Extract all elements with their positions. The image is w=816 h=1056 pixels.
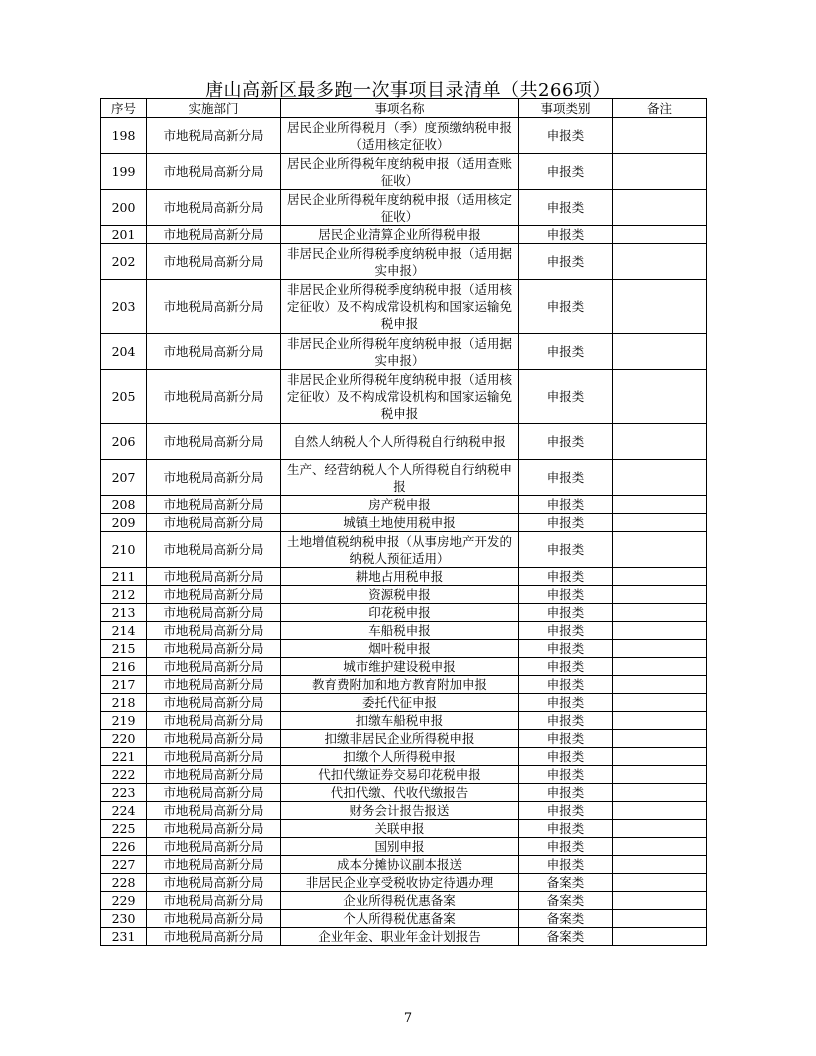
cell-no: 217 xyxy=(101,676,147,694)
cell-category: 备案类 xyxy=(519,910,613,928)
cell-remark xyxy=(613,244,707,280)
cell-name: 企业年金、职业年金计划报告 xyxy=(281,928,519,946)
cell-remark xyxy=(613,694,707,712)
cell-name: 居民企业清算企业所得税申报 xyxy=(281,226,519,244)
cell-remark xyxy=(613,118,707,154)
table-row xyxy=(101,856,707,874)
table-row xyxy=(101,604,707,622)
cell-remark xyxy=(613,622,707,640)
cell-remark xyxy=(613,334,707,370)
cell-dept: 市地税局高新分局 xyxy=(147,856,281,874)
cell-name: 印花税申报 xyxy=(281,604,519,622)
cell-no: 215 xyxy=(101,640,147,658)
cell-dept: 市地税局高新分局 xyxy=(147,118,281,154)
cell-name: 扣缴车船税申报 xyxy=(281,712,519,730)
cell-category: 申报类 xyxy=(519,640,613,658)
items-table xyxy=(100,98,707,946)
cell-category: 申报类 xyxy=(519,334,613,370)
table-row xyxy=(101,748,707,766)
cell-remark xyxy=(613,748,707,766)
cell-category: 申报类 xyxy=(519,226,613,244)
cell-name: 房产税申报 xyxy=(281,496,519,514)
cell-name: 城市维护建设税申报 xyxy=(281,658,519,676)
cell-dept: 市地税局高新分局 xyxy=(147,190,281,226)
cell-no: 225 xyxy=(101,820,147,838)
cell-no: 207 xyxy=(101,460,147,496)
cell-name: 土地增值税纳税申报（从事房地产开发的纳税人预征适用） xyxy=(281,532,519,568)
cell-dept: 市地税局高新分局 xyxy=(147,658,281,676)
cell-no: 202 xyxy=(101,244,147,280)
cell-dept: 市地税局高新分局 xyxy=(147,514,281,532)
cell-category: 申报类 xyxy=(519,838,613,856)
cell-name: 扣缴个人所得税申报 xyxy=(281,748,519,766)
cell-remark xyxy=(613,226,707,244)
cell-no: 221 xyxy=(101,748,147,766)
cell-name: 非居民企业所得税年度纳税申报（适用核定征收）及不构成常设机构和国家运输免税申报 xyxy=(281,370,519,424)
cell-category: 申报类 xyxy=(519,622,613,640)
cell-no: 204 xyxy=(101,334,147,370)
cell-no: 230 xyxy=(101,910,147,928)
cell-category: 申报类 xyxy=(519,424,613,460)
cell-dept: 市地税局高新分局 xyxy=(147,676,281,694)
table-row xyxy=(101,766,707,784)
cell-category: 申报类 xyxy=(519,766,613,784)
cell-remark xyxy=(613,676,707,694)
cell-dept: 市地税局高新分局 xyxy=(147,496,281,514)
cell-dept: 市地税局高新分局 xyxy=(147,712,281,730)
header-category: 事项类别 xyxy=(519,99,613,118)
cell-dept: 市地税局高新分局 xyxy=(147,622,281,640)
cell-no: 231 xyxy=(101,928,147,946)
cell-remark xyxy=(613,568,707,586)
cell-name: 代扣代缴、代收代缴报告 xyxy=(281,784,519,802)
cell-dept: 市地税局高新分局 xyxy=(147,586,281,604)
cell-dept: 市地税局高新分局 xyxy=(147,280,281,334)
cell-no: 206 xyxy=(101,424,147,460)
cell-remark xyxy=(613,874,707,892)
cell-category: 申报类 xyxy=(519,730,613,748)
cell-name: 教育费附加和地方教育附加申报 xyxy=(281,676,519,694)
header-remark: 备注 xyxy=(613,99,707,118)
cell-no: 201 xyxy=(101,226,147,244)
cell-dept: 市地税局高新分局 xyxy=(147,568,281,586)
cell-dept: 市地税局高新分局 xyxy=(147,694,281,712)
table-row xyxy=(101,154,707,190)
table-row xyxy=(101,694,707,712)
table-row xyxy=(101,928,707,946)
table-row xyxy=(101,640,707,658)
table-row xyxy=(101,802,707,820)
cell-remark xyxy=(613,154,707,190)
cell-name: 非居民企业所得税季度纳税申报（适用据实申报） xyxy=(281,244,519,280)
cell-category: 申报类 xyxy=(519,496,613,514)
table-row xyxy=(101,532,707,568)
cell-category: 申报类 xyxy=(519,802,613,820)
cell-remark xyxy=(613,280,707,334)
cell-name: 居民企业所得税年度纳税申报（适用核定征收） xyxy=(281,190,519,226)
table-row xyxy=(101,280,707,334)
cell-name: 非居民企业所得税季度纳税申报（适用核定征收）及不构成常设机构和国家运输免税申报 xyxy=(281,280,519,334)
cell-name: 车船税申报 xyxy=(281,622,519,640)
cell-remark xyxy=(613,460,707,496)
cell-name: 代扣代缴证券交易印花税申报 xyxy=(281,766,519,784)
table-row xyxy=(101,658,707,676)
cell-name: 居民企业所得税年度纳税申报（适用查账征收） xyxy=(281,154,519,190)
cell-dept: 市地税局高新分局 xyxy=(147,748,281,766)
cell-remark xyxy=(613,532,707,568)
header-name: 事项名称 xyxy=(281,99,519,118)
table-row xyxy=(101,892,707,910)
cell-no: 222 xyxy=(101,766,147,784)
cell-dept: 市地税局高新分局 xyxy=(147,784,281,802)
table-row xyxy=(101,226,707,244)
cell-category: 申报类 xyxy=(519,784,613,802)
cell-name: 自然人纳税人个人所得税自行纳税申报 xyxy=(281,424,519,460)
cell-name: 资源税申报 xyxy=(281,586,519,604)
cell-category: 申报类 xyxy=(519,712,613,730)
cell-category: 申报类 xyxy=(519,190,613,226)
table-row xyxy=(101,190,707,226)
table-row xyxy=(101,370,707,424)
cell-category: 申报类 xyxy=(519,748,613,766)
cell-no: 198 xyxy=(101,118,147,154)
table-row xyxy=(101,586,707,604)
cell-name: 扣缴非居民企业所得税申报 xyxy=(281,730,519,748)
page-title: 唐山高新区最多跑一次事项目录清单（共266项） xyxy=(205,80,611,101)
cell-remark xyxy=(613,190,707,226)
table-row xyxy=(101,838,707,856)
table-row xyxy=(101,622,707,640)
cell-category: 申报类 xyxy=(519,586,613,604)
cell-dept: 市地税局高新分局 xyxy=(147,838,281,856)
cell-dept: 市地税局高新分局 xyxy=(147,424,281,460)
cell-dept: 市地税局高新分局 xyxy=(147,460,281,496)
table-row xyxy=(101,910,707,928)
cell-name: 生产、经营纳税人个人所得税自行纳税申报 xyxy=(281,460,519,496)
cell-category: 申报类 xyxy=(519,244,613,280)
cell-remark xyxy=(613,514,707,532)
cell-no: 208 xyxy=(101,496,147,514)
cell-dept: 市地税局高新分局 xyxy=(147,244,281,280)
cell-no: 211 xyxy=(101,568,147,586)
cell-category: 备案类 xyxy=(519,892,613,910)
table-row xyxy=(101,118,707,154)
cell-category: 申报类 xyxy=(519,532,613,568)
table-header-row xyxy=(101,99,707,118)
cell-name: 非居民企业所得税年度纳税申报（适用据实申报） xyxy=(281,334,519,370)
table-row xyxy=(101,712,707,730)
table-row xyxy=(101,784,707,802)
cell-name: 国别申报 xyxy=(281,838,519,856)
table-row xyxy=(101,514,707,532)
header-no: 序号 xyxy=(101,99,147,118)
cell-category: 申报类 xyxy=(519,658,613,676)
cell-dept: 市地税局高新分局 xyxy=(147,640,281,658)
cell-remark xyxy=(613,838,707,856)
cell-no: 226 xyxy=(101,838,147,856)
table-row xyxy=(101,460,707,496)
table-row xyxy=(101,334,707,370)
cell-category: 申报类 xyxy=(519,604,613,622)
cell-remark xyxy=(613,424,707,460)
cell-dept: 市地税局高新分局 xyxy=(147,154,281,190)
cell-category: 申报类 xyxy=(519,694,613,712)
cell-name: 关联申报 xyxy=(281,820,519,838)
page-number: 7 xyxy=(403,1011,413,1026)
cell-dept: 市地税局高新分局 xyxy=(147,226,281,244)
cell-name: 企业所得税优惠备案 xyxy=(281,892,519,910)
table-row xyxy=(101,730,707,748)
cell-name: 委托代征申报 xyxy=(281,694,519,712)
cell-no: 214 xyxy=(101,622,147,640)
cell-name: 个人所得税优惠备案 xyxy=(281,910,519,928)
table-row xyxy=(101,568,707,586)
cell-dept: 市地税局高新分局 xyxy=(147,370,281,424)
cell-no: 205 xyxy=(101,370,147,424)
cell-name: 耕地占用税申报 xyxy=(281,568,519,586)
cell-remark xyxy=(613,892,707,910)
cell-dept: 市地税局高新分局 xyxy=(147,892,281,910)
cell-no: 199 xyxy=(101,154,147,190)
cell-no: 228 xyxy=(101,874,147,892)
cell-name: 城镇土地使用税申报 xyxy=(281,514,519,532)
cell-remark xyxy=(613,910,707,928)
cell-category: 申报类 xyxy=(519,676,613,694)
cell-category: 申报类 xyxy=(519,370,613,424)
cell-no: 223 xyxy=(101,784,147,802)
cell-category: 申报类 xyxy=(519,820,613,838)
cell-remark xyxy=(613,586,707,604)
cell-remark xyxy=(613,604,707,622)
cell-no: 220 xyxy=(101,730,147,748)
cell-remark xyxy=(613,640,707,658)
cell-remark xyxy=(613,766,707,784)
cell-dept: 市地税局高新分局 xyxy=(147,874,281,892)
cell-name: 非居民企业享受税收协定待遇办理 xyxy=(281,874,519,892)
cell-remark xyxy=(613,658,707,676)
cell-no: 219 xyxy=(101,712,147,730)
cell-name: 成本分摊协议副本报送 xyxy=(281,856,519,874)
table-row xyxy=(101,874,707,892)
cell-dept: 市地税局高新分局 xyxy=(147,766,281,784)
cell-remark xyxy=(613,496,707,514)
table-row xyxy=(101,244,707,280)
cell-no: 209 xyxy=(101,514,147,532)
cell-category: 申报类 xyxy=(519,460,613,496)
table-row xyxy=(101,676,707,694)
cell-no: 213 xyxy=(101,604,147,622)
cell-dept: 市地税局高新分局 xyxy=(147,910,281,928)
cell-remark xyxy=(613,928,707,946)
cell-no: 200 xyxy=(101,190,147,226)
cell-category: 申报类 xyxy=(519,856,613,874)
cell-no: 203 xyxy=(101,280,147,334)
cell-no: 227 xyxy=(101,856,147,874)
cell-dept: 市地税局高新分局 xyxy=(147,532,281,568)
cell-category: 申报类 xyxy=(519,568,613,586)
cell-remark xyxy=(613,784,707,802)
cell-no: 229 xyxy=(101,892,147,910)
cell-remark xyxy=(613,712,707,730)
cell-no: 224 xyxy=(101,802,147,820)
cell-name: 财务会计报告报送 xyxy=(281,802,519,820)
cell-dept: 市地税局高新分局 xyxy=(147,928,281,946)
table-row xyxy=(101,496,707,514)
cell-dept: 市地税局高新分局 xyxy=(147,820,281,838)
table-row xyxy=(101,820,707,838)
cell-name: 居民企业所得税月（季）度预缴纳税申报（适用核定征收） xyxy=(281,118,519,154)
cell-category: 申报类 xyxy=(519,154,613,190)
cell-dept: 市地税局高新分局 xyxy=(147,802,281,820)
cell-category: 备案类 xyxy=(519,874,613,892)
cell-category: 申报类 xyxy=(519,514,613,532)
cell-remark xyxy=(613,370,707,424)
cell-name: 烟叶税申报 xyxy=(281,640,519,658)
cell-remark xyxy=(613,802,707,820)
cell-category: 申报类 xyxy=(519,118,613,154)
cell-remark xyxy=(613,730,707,748)
cell-no: 212 xyxy=(101,586,147,604)
cell-dept: 市地税局高新分局 xyxy=(147,730,281,748)
cell-dept: 市地税局高新分局 xyxy=(147,334,281,370)
cell-no: 216 xyxy=(101,658,147,676)
cell-category: 申报类 xyxy=(519,280,613,334)
header-dept: 实施部门 xyxy=(147,99,281,118)
cell-category: 备案类 xyxy=(519,928,613,946)
cell-remark xyxy=(613,820,707,838)
cell-remark xyxy=(613,856,707,874)
table-row xyxy=(101,424,707,460)
cell-dept: 市地税局高新分局 xyxy=(147,604,281,622)
cell-no: 210 xyxy=(101,532,147,568)
cell-no: 218 xyxy=(101,694,147,712)
